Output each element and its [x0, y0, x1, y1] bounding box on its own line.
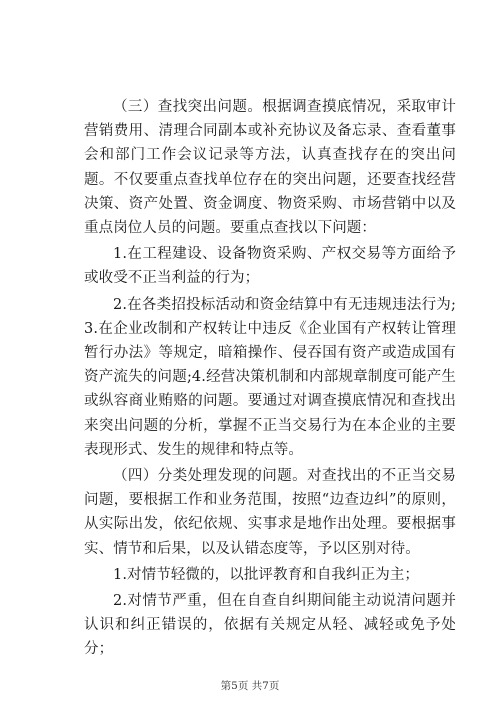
paragraph-item-1: 1.在工程建设、设备物资采购、产权交易等方面给予或收受不正当利益的行为；	[84, 246, 456, 287]
page-number-footer: 第5页 共7页	[220, 680, 280, 692]
paragraph-handling-item-2: 2.对情节严重，但在自查自纠期间能主动说清问题并认识和纠正错误的，依据有关规定从轻、减轻或免予处分；	[84, 593, 456, 658]
paragraph-classify-handle-issues: （四）分类处理发现的问题。对查找出的不正当交易问题，要根据工作和业务范围，按照“边查边纠”的原则，从实际出发，依纪依规、实事求是地作出处理。要根据事实、情节和后果，以及认错态度等，予以区别对待。	[84, 468, 456, 557]
document-body	[84, 95, 456, 662]
paragraph-items-2-4: 2.在各类招投标活动和资金结算中有无违规违法行为;3.在企业改制和产权转让中违反《企业国有产权转让管理暂行办法》等规定，暗箱操作、侵吞国有资产或造成国有资产流失的问题;4.经营决策机制和内部规章制度可能产生或纵容商业贿赂的问题。要通过对调查摸底情况和查找出来突出问题的分析，掌握不正当交易行为在本企业的主要表现形式、发生的规律和特点等。	[84, 296, 456, 458]
paragraph-find-prominent-issues: （三）查找突出问题。根据调查摸底情况，采取审计营销费用、清理合同副本或补充协议及备忘录、查看董事会和部门工作会议记录等方法，认真查找存在的突出问题。不仅要重点查找单位存在的突出问题，还要查找经营决策、资产处置、资金调度、物资采购、市场营销中以及重点岗位人员的问题。要重点查找以下问题：	[84, 99, 456, 237]
paragraph-handling-item-1: 1.对情节轻微的，以批评教育和自我纠正为主；	[113, 566, 420, 583]
